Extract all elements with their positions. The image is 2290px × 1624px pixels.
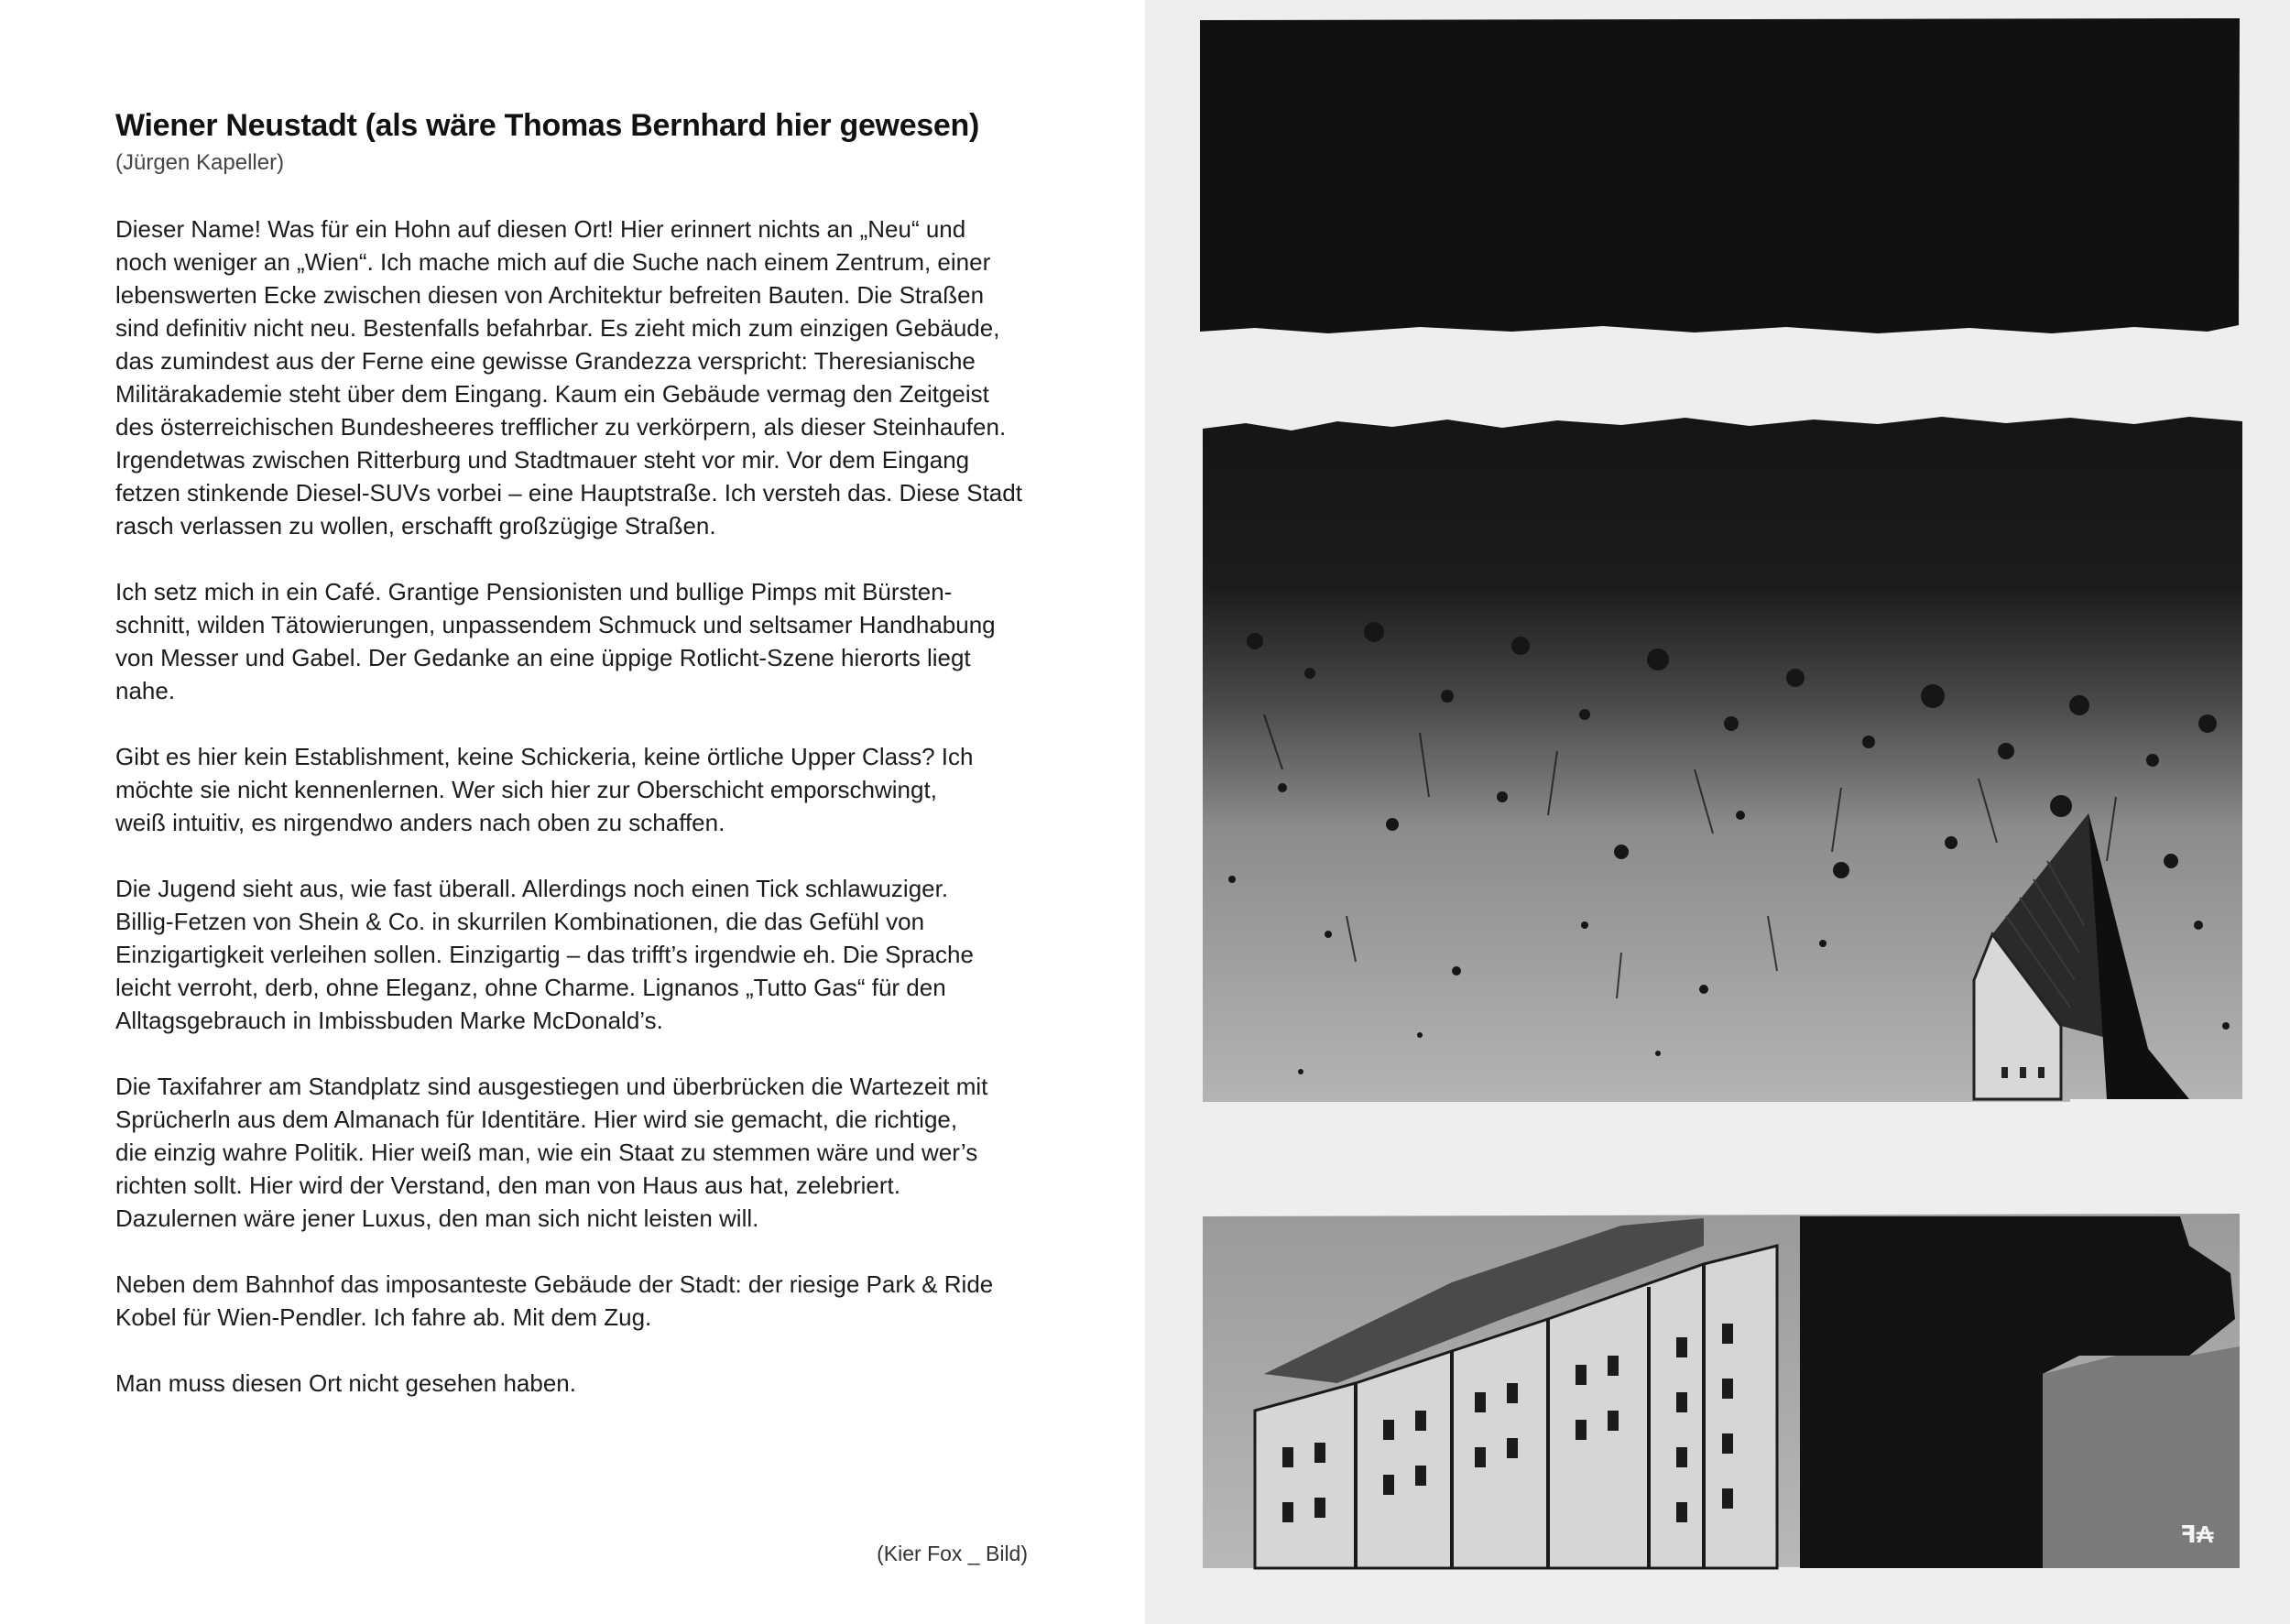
artist-signature: ꟻ₳ bbox=[2180, 1520, 2214, 1548]
top-ink-band bbox=[1200, 18, 2240, 333]
paragraph-7: Man muss diesen Ort nicht gesehen haben. bbox=[115, 1369, 576, 1397]
paragraph-1: Dieser Name! Was für ein Hohn auf diesen Ort! Hier erinnert nichts an „Neu“ und noch weniger an „Wien“. Ich mache mich auf die Suche nach einem Zentrum, einer lebenswerten Ecke zwischen diesen von Architektur befreiten Bauten. Die Straßen sind definitiv nicht neu. Bestenfalls befahrbar. Es zieht mich zum einzigen Gebäude, das zumindest aus der Ferne eine gewisse Grandezza verspricht: Theresianische Militärakademie steht über dem Eingang. Kaum ein Gebäude vermag den Zeitgeist des österreichischen Bundesheeres trefflicher zu verkörpern, als dieser Steinhaufen. Irgendetwas zwischen Ritterburg und Stadtmauer steht vor mir. Vor dem Eingang fetzen stinkende Diesel-SUVs vorbei – eine Hauptstraße. Ich versteh das. Diese Stadt rasch verlassen zu wollen, erschafft großzügige Straßen. bbox=[115, 215, 1022, 540]
illustration-page bbox=[1145, 0, 2290, 1624]
image-credit: (Kier Fox _ Bild) bbox=[877, 1542, 1028, 1565]
paragraph-2: Ich setz mich in ein Café. Grantige Pensionisten und bullige Pimps mit Bürsten- schnitt, wilden Tätowierungen, unpassendem Schmuck und seltsamer Handhabung von Messer und Gabel. Der Gedanke an eine üppige Rotlicht-Szene hierorts liegt nahe. bbox=[115, 578, 996, 704]
paragraph-6: Neben dem Bahnhof das imposanteste Gebäude der Stadt: der riesige Park & Ride Kobel für Wien-Pendler. Ich fahre ab. Mit dem Zug. bbox=[115, 1270, 994, 1331]
article-author: (Jürgen Kapeller) bbox=[115, 150, 285, 175]
paragraph-4: Die Jugend sieht aus, wie fast überall. Allerdings noch einen Tick schlawuziger. Billig-Fetzen von Shein & Co. in skurrilen Kombinationen, die das Gefühl von Einzigartigkeit verleihen sollen. Einzigartig – das trifft’s irgendwie eh. Die Sprache leicht verroht, derb, ohne Eleganz, ohne Charme. Lignanos „Tutto Gas“ für den Alltagsgebrauch in Imbissbuden Marke McDonald’s. bbox=[115, 875, 974, 1034]
paragraph-5: Die Taxifahrer am Standplatz sind ausgestiegen und überbrücken die Wartezeit mit Sprücherln aus dem Almanach für Identitäre. Hier wird sie gemacht, die richtige, die einzig wahre Politik. Hier weiß man, wie ein Staat zu stemmen wäre und wer’s richten sollt. Hier wird der Verstand, den man von Haus aus hat, zelebriert. Dazulernen wäre jener Luxus, den man sich nicht leisten will. bbox=[115, 1073, 988, 1232]
paragraph-3: Gibt es hier kein Establishment, keine Schickeria, keine örtliche Upper Class? Ich möchte sie nicht kennenlernen. Wer sich hier zur Oberschicht emporschwingt, weiß intuitiv, es nirgendwo anders nach oben zu schaffen. bbox=[115, 743, 974, 836]
article-title: Wiener Neustadt (als wäre Thomas Bernhard hier gewesen) bbox=[115, 108, 980, 143]
article-body bbox=[115, 213, 1036, 1433]
ink-illustration bbox=[1145, 0, 2290, 1624]
